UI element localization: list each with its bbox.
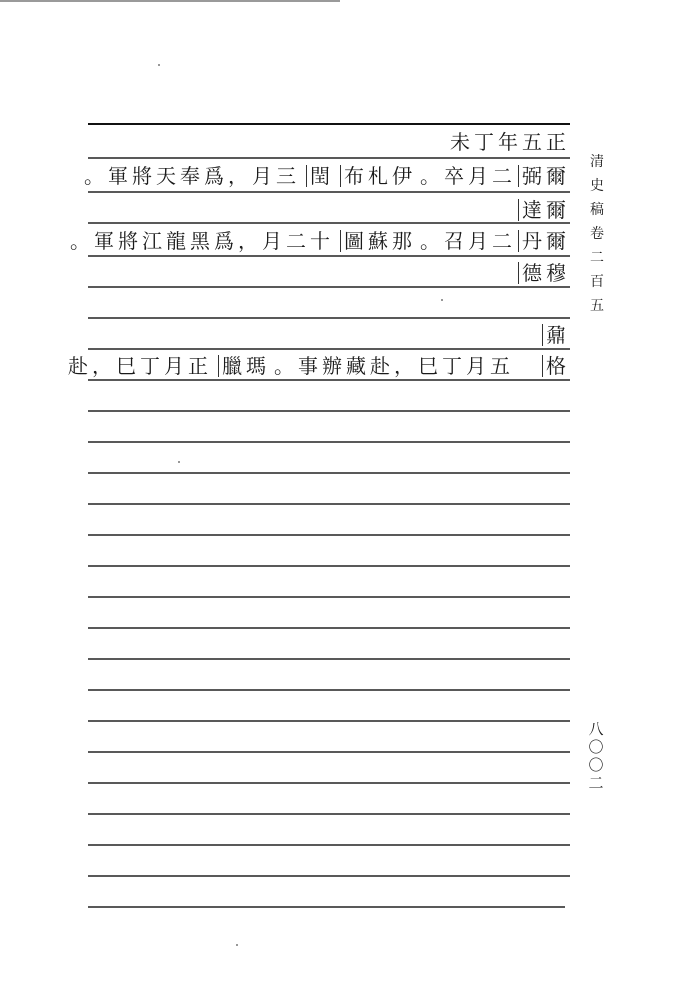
record-entry: [540, 355, 570, 377]
page-number-char: 二: [588, 774, 604, 792]
name-mark: [518, 230, 519, 252]
person-name: 布札伊: [344, 164, 416, 188]
running-title-char: 卷: [590, 226, 604, 242]
entry-text: 未丁年五正: [450, 130, 570, 154]
name-mark: [340, 230, 341, 252]
person-name: 弼爾: [522, 164, 570, 188]
person-name: 圖蘇那: [344, 229, 416, 253]
page-number-char: 〇: [588, 756, 604, 774]
record-entry: [70, 231, 334, 251]
running-title-char: 清: [590, 154, 604, 170]
entry-text: 。事辦藏赴，巳丁月五: [274, 354, 514, 378]
name-mark: [518, 199, 519, 221]
running-title-char: 百: [590, 274, 604, 290]
entry-text: 。軍將江龍黑爲，月二十: [70, 229, 334, 253]
person-name: 德穆: [522, 261, 570, 285]
record-entry: [84, 166, 300, 186]
entry-text: 。卒月二: [420, 164, 516, 188]
name-mark: [340, 165, 341, 187]
scan-speck: [236, 944, 238, 946]
scan-speck: [158, 64, 160, 66]
person-name: 格: [546, 354, 570, 378]
table-row: [88, 257, 570, 289]
year-entry: [450, 132, 570, 152]
person-name: 鼐: [546, 323, 570, 347]
record-entry: [338, 230, 416, 252]
record-entry: [516, 262, 570, 284]
record-entry: [216, 355, 270, 377]
name-mark: [542, 324, 543, 346]
running-title-char: 五: [590, 298, 604, 314]
running-title-char: 稿: [590, 202, 604, 218]
page-number-char: 八: [588, 720, 604, 738]
entry-text: 赴，巳丁月正: [68, 354, 212, 378]
person-name: 閏: [310, 164, 334, 188]
page-number: [589, 722, 603, 794]
entry-text: 。軍將天奉爲，月三: [84, 164, 300, 188]
record-entry: [420, 165, 570, 187]
name-mark: [542, 355, 543, 377]
person-name: 丹爾: [522, 229, 570, 253]
page-number-char: 〇: [588, 738, 604, 756]
person-name: 臘瑪: [222, 354, 270, 378]
table-row: [88, 319, 570, 351]
record-entry: [304, 165, 334, 187]
scan-speck: [441, 299, 443, 301]
running-title-char: 二: [590, 250, 604, 266]
record-entry: [516, 199, 570, 221]
record-entry: [338, 165, 416, 187]
table-row: [88, 126, 570, 158]
record-entry: [68, 356, 212, 376]
running-title: [588, 155, 606, 323]
entry-text: 。召月二: [420, 229, 516, 253]
table-row: [84, 160, 570, 192]
scan-top-edge: [0, 0, 340, 2]
person-name: 達爾: [522, 198, 570, 222]
table-row: [88, 194, 570, 226]
table-row: [68, 350, 570, 382]
name-mark: [518, 262, 519, 284]
name-mark: [218, 355, 219, 377]
table-row: [70, 225, 570, 257]
running-title-char: 史: [590, 178, 604, 194]
record-entry: [540, 324, 570, 346]
record-entry: [420, 230, 570, 252]
scan-speck: [178, 461, 180, 463]
name-mark: [306, 165, 307, 187]
record-entry: [274, 356, 514, 376]
name-mark: [518, 165, 519, 187]
